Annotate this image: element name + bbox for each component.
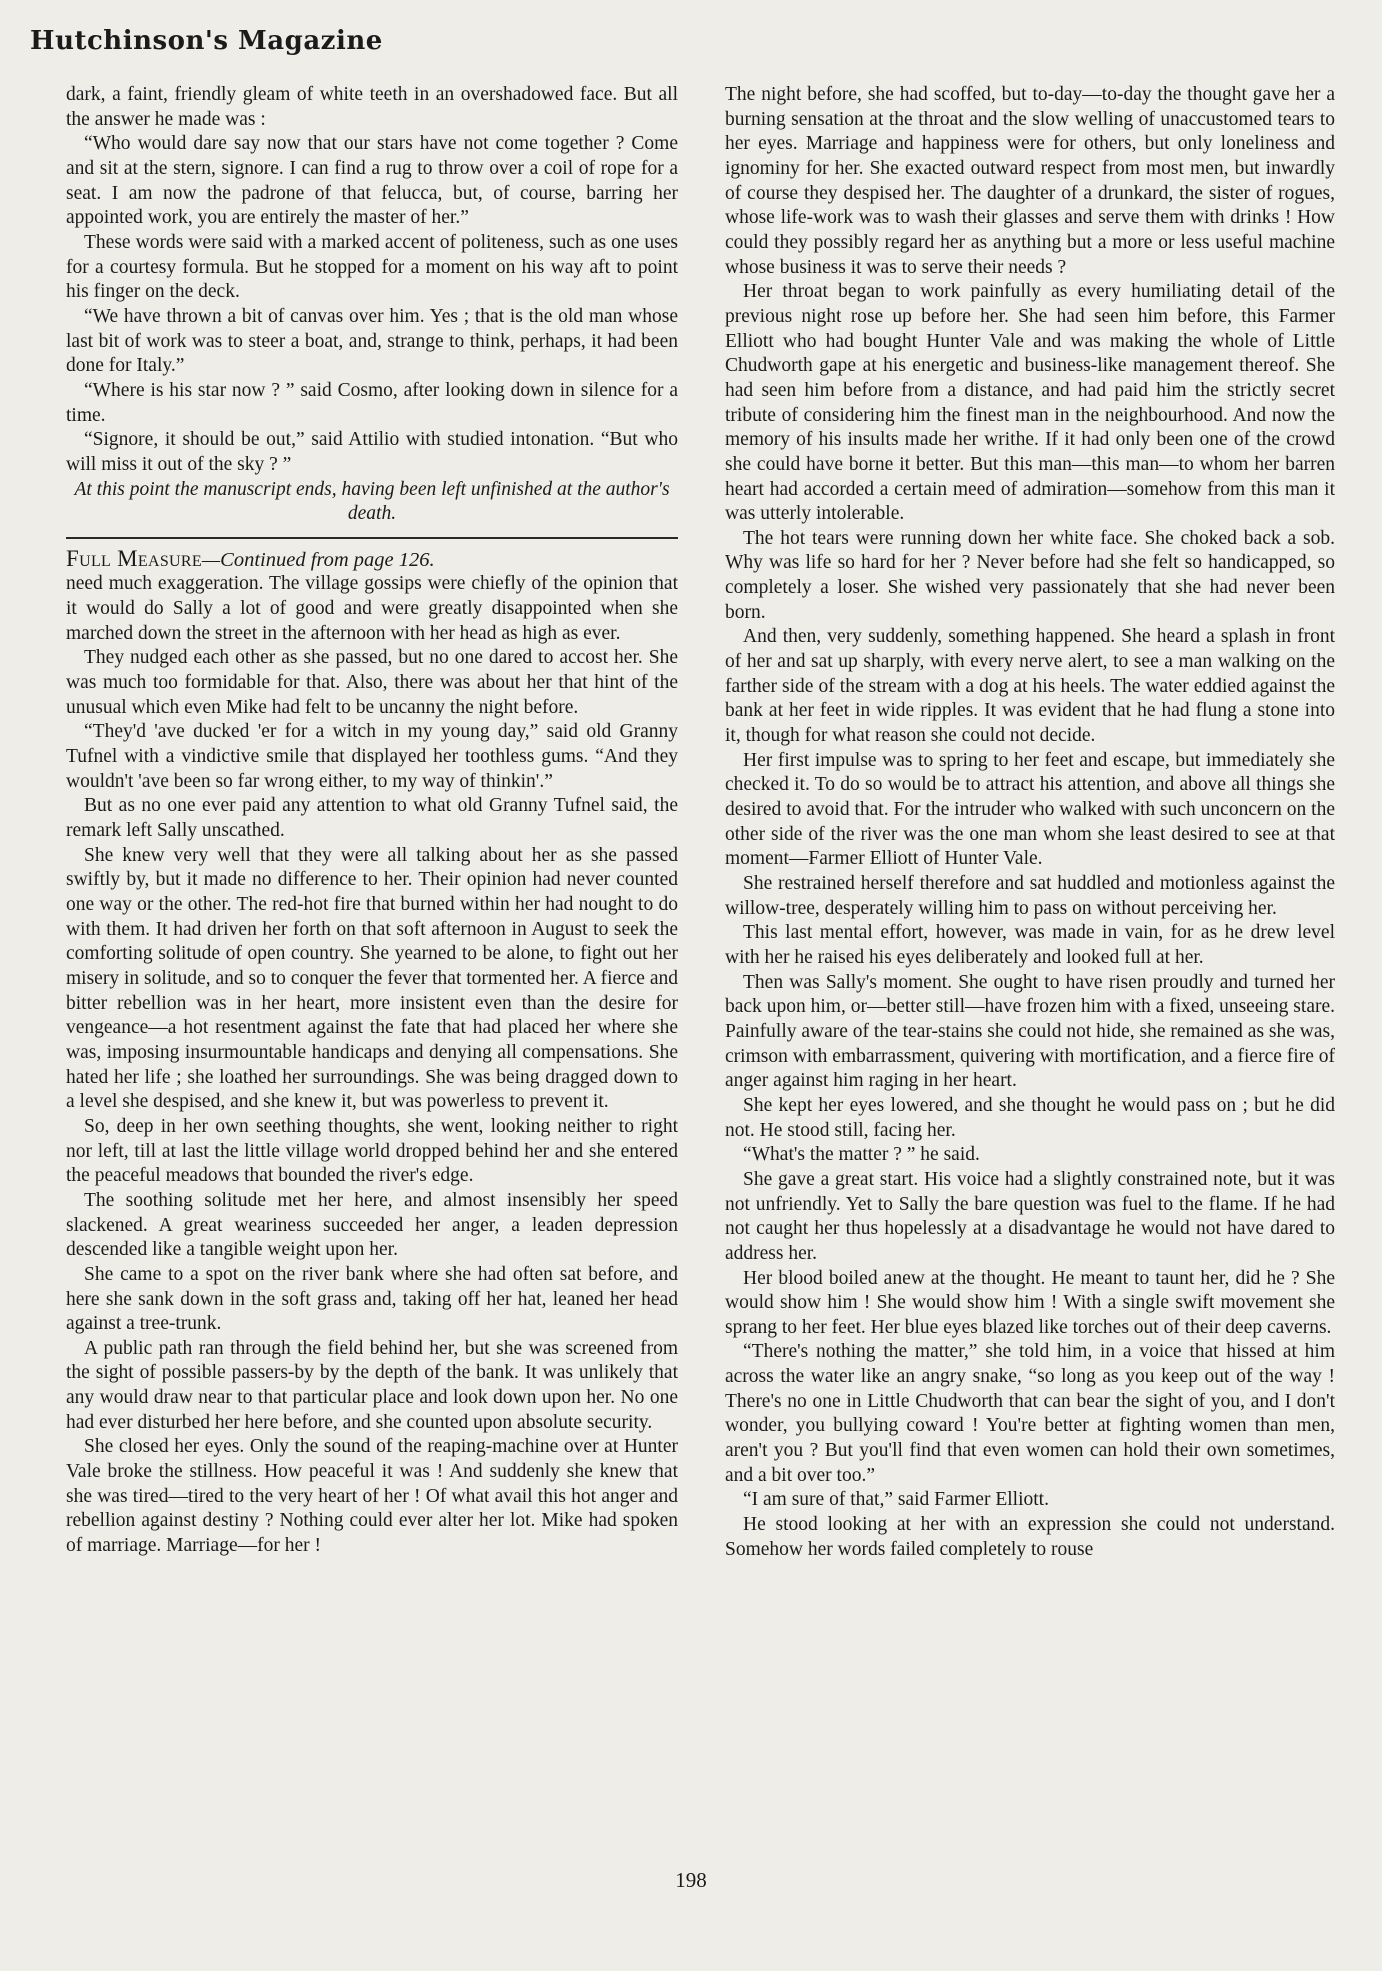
paragraph: These words were said with a marked accent of politeness, such as one uses for a courtesy formula. But he stopped for a moment on his way aft to point his finger on the deck.	[66, 231, 678, 303]
section-heading	[66, 547, 678, 573]
paragraph: A public path ran through the field behind her, but she was screened from the sight of possible passers-by by the depth of the bank. It was unlikely that any would draw near to that particular place and look down upon her. No one had ever disturbed her here before, and she counted upon absolute security.	[66, 1337, 678, 1433]
paragraph: “We have thrown a bit of canvas over him. Yes ; that is the old man whose last bit of work was to steer a boat, and, strange to think, perhaps, it had been done for Italy.”	[66, 305, 678, 377]
paragraph: dark, a faint, friendly gleam of white teeth in an overshadowed face. But all the answer he made was :	[66, 84, 678, 130]
paragraph: She restrained herself therefore and sat huddled and motionless against the willow-tree, desperately willing him to pass on without perceiving her.	[725, 873, 1335, 919]
left-column	[66, 83, 678, 1559]
paragraph: She kept her eyes lowered, and she thought he would pass on ; but he did not. He stood still, facing her.	[725, 1094, 1335, 1141]
continued-from: —Continued from page 126.	[201, 548, 435, 571]
paragraph: Her blood boiled anew at the thought. He meant to taunt her, did he ? She would show him ! She would show him ! With a single swift movement she sprang to her feet. Her blue eyes blazed like torches out of their deep caverns.	[725, 1267, 1335, 1338]
magazine-title: Hutchinson's Magazine	[30, 26, 383, 56]
paragraph: “What's the matter ? ” he said.	[743, 1144, 980, 1166]
paragraph: Her throat began to work painfully as every humiliating detail of the previous night rose up before her. She had seen him before, this Farmer Elliott who had bought Hunter Vale and was making the whole of Little Chudworth gape at his energetic and business-like management thereof. She had seen him before from a distance, and had paid him the strictly secret tribute of considering him the finest man in the neighbourhood. And now the memory of his insults made her writhe. If it had only been one of the crowd she could have borne it better. But this man—this man—to whom her barren heart had accorded a certain meed of admiration—somehow from this man it was utterly intolerable.	[725, 281, 1335, 525]
paragraph: The night before, she had scoffed, but to-day—to-day the thought gave her a burning sensation at the throat and the slow welling of unaccustomed tears to her eyes. Marriage and happiness were for others, but only loneliness and ignominy for her. She exacted outward respect from most men, but inwardly of course they despised her. The daughter of a drunkard, the sister of rogues, whose life-work was to wash their glasses and serve them with drinks ! How could they possibly regard her as anything but a more or less useful machine whose business it was to serve their needs ?	[725, 84, 1335, 278]
paragraph: “Who would dare say now that our stars have not come together ? Come and sit at the stern, signore. I can find a rug to throw over a coil of rope for a seat. I am now the padrone of that felucca, but, of course, barring her appointed work, you are entirely the master of her.”	[66, 133, 678, 229]
paragraph: But as no one ever paid any attention to what old Granny Tufnel said, the remark left Sally unscathed.	[66, 795, 678, 842]
paragraph: She came to a spot on the river bank where she had often sat before, and here she sank down in the soft grass and, taking off her hat, leaned her head against a tree-trunk.	[66, 1263, 678, 1335]
paragraph: She gave a great start. His voice had a slightly constrained note, but it was not unfriendly. Yet to Sally the bare question was fuel to the flame. If he had not caught her thus hopelessly at a disadvantage he would not have dared to address her.	[725, 1168, 1335, 1264]
paragraph: “Signore, it should be out,” said Attilio with studied intonation. “But who will miss it out of the sky ? ”	[66, 429, 678, 475]
paragraph: “I am sure of that,” said Farmer Elliott.	[743, 1489, 1049, 1511]
paragraph: She closed her eyes. Only the sound of the reaping-machine over at Hunter Vale broke the stillness. How peaceful it was ! And suddenly she knew that she was tired—tired to the very heart of her ! Of what avail this hot anger and rebellion against destiny ? Nothing could ever alter her lot. Mike had spoken of marriage. Marriage—for her !	[66, 1436, 678, 1557]
section-divider	[66, 537, 678, 539]
paragraph: “They'd 'ave ducked 'er for a witch in my young day,” said old Granny Tufnel with a vindictive smile that displayed her toothless gums. “And they wouldn't 'ave been so far wrong either, to my way of thinkin'.”	[66, 721, 678, 792]
page-number: 198	[675, 1868, 707, 1892]
paragraph: So, deep in her own seething thoughts, she went, looking neither to right nor left, till at last the little village world dropped behind her and she entered the peaceful meadows that bounded the river's edge.	[66, 1115, 678, 1187]
paragraph: The hot tears were running down her white face. She choked back a sob. Why was life so hard for her ? Never before had she felt so handicapped, so completely a loser. She wished very passionately that she had never been born.	[725, 527, 1335, 623]
paragraph: need much exaggeration. The village gossips were chiefly of the opinion that it would do Sally a lot of good and were greatly disappointed when she marched down the street in the afternoon with her head as high as ever.	[66, 573, 678, 644]
paragraph: She knew very well that they were all talking about her as she passed swiftly by, but it made no difference to her. Their opinion had never counted one way or the other. The red-hot fire that burned within her had nought to do with them. It had driven her forth on that soft afternoon in August to seek the comforting solitude of open country. She yearned to be alone, to fight out her misery in solitude, and so to conquer the fever that tormented her. A fierce and bitter rebellion was in her heart, more insistent even than the desire for vengeance—a hot resentment against the fate that had placed her where she was, imposing insurmountable handicaps and denying all compensations. She hated her life ; she loathed her surroundings. She was being dragged down to a level she despised, and she knew it, but was powerless to prevent it.	[66, 844, 678, 1113]
paragraph: The soothing solitude met her here, and almost insensibly her speed slackened. A great weariness succeeded her anger, a leaden depression descended like a tangible weight upon her.	[66, 1189, 678, 1261]
paragraph: This last mental effort, however, was made in vain, for as he drew level with her he raised his eyes deliberately and looked full at her.	[725, 922, 1335, 968]
right-column	[725, 83, 1335, 1562]
editorial-note: At this point the manuscript ends, having been left unfinished at the author's death.	[74, 478, 670, 525]
paragraph: Then was Sally's moment. She ought to have risen proudly and turned her back upon him, or—better still—have frozen him with a fixed, unseeing stare. Painfully aware of the tear-stains she could not hide, she remained as she was, crimson with embarrassment, quivering with mortification, and a fierce fire of anger against him raging in her heart.	[725, 971, 1335, 1092]
paragraph: Her first impulse was to spring to her feet and escape, but immediately she checked it. To do so would be to attract his attention, and above all things she desired to avoid that. For the intruder who walked with such unconcern on the other side of the river was the one man whom she least desired to see at that moment—Farmer Elliott of Hunter Vale.	[725, 749, 1335, 870]
paragraph: And then, very suddenly, something happened. She heard a splash in front of her and sat up sharply, with every nerve alert, to see a man walking on the farther side of the stream with a dog at his heels. The water eddied against the bank at her feet in wide ripples. It was evident that he had flung a stone into it, though for what reason she could not decide.	[725, 626, 1335, 747]
paragraph: “Where is his star now ? ” said Cosmo, after looking down in silence for a time.	[66, 379, 678, 426]
paragraph: “There's nothing the matter,” she told him, in a voice that hissed at him across the water like an angry snake, “so long as you keep out of the way ! There's no one in Little Chudworth that can bear the sight of you, and I don't wonder, you bullying coward ! You're better at fighting women than men, aren't you ? But you'll find that even women can hold their own sometimes, and a bit over too.”	[725, 1341, 1335, 1486]
story-title: Full Measure	[66, 545, 202, 571]
paragraph: He stood looking at her with an expression she could not understand. Somehow her words failed completely to rouse	[725, 1514, 1335, 1560]
paragraph: They nudged each other as she passed, but no one dared to accost her. She was much too formidable for that. Also, there was about her that hint of the unusual which even Mike had felt to be uncanny the night before.	[66, 647, 678, 718]
